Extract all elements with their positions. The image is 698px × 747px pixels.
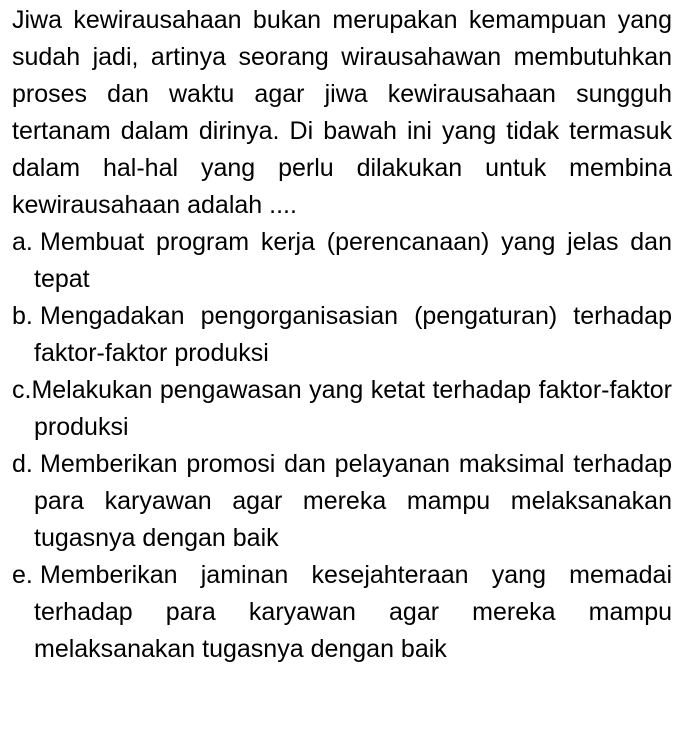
option-b-letter: b.	[12, 302, 33, 330]
option-e-letter: e.	[12, 561, 33, 589]
question-document	[12, 2, 672, 668]
option-d-letter: d.	[12, 450, 33, 478]
option-e-text: Memberikan jaminan kesejahteraan yang memadai terhadap para karyawan agar mereka mampu melaksanakan tugasnya dengan baik	[34, 561, 672, 663]
option-b-text: Mengadakan pengorganisasian (pengaturan) terhadap faktor-faktor produksi	[34, 302, 672, 367]
option-c-letter: c.	[12, 376, 32, 404]
option-a-letter: a.	[12, 228, 33, 256]
option-e[interactable]	[12, 557, 672, 668]
option-b[interactable]	[12, 298, 672, 372]
answer-options	[12, 224, 672, 668]
question-text: Jiwa kewirausahaan bukan merupakan kemampuan yang sudah jadi, artinya seorang wirausahawan membutuhkan proses dan waktu agar jiwa kewirausahaan sungguh tertanam dalam dirinya. Di bawah ini yang tidak termasuk dalam hal-hal yang perlu dilakukan untuk membina kewirausahaan adalah ....	[12, 6, 672, 219]
option-c[interactable]	[12, 372, 672, 446]
option-d[interactable]	[12, 446, 672, 557]
option-a-text: Membuat program kerja (perencanaan) yang jelas dan tepat	[34, 228, 672, 293]
option-d-text: Memberikan promosi dan pelayanan maksimal terhadap para karyawan agar mereka mampu melaksanakan tugasnya dengan baik	[34, 450, 672, 552]
option-c-text: Melakukan pengawasan yang ketat terhadap faktor-faktor produksi	[31, 376, 672, 441]
option-a[interactable]	[12, 224, 672, 298]
